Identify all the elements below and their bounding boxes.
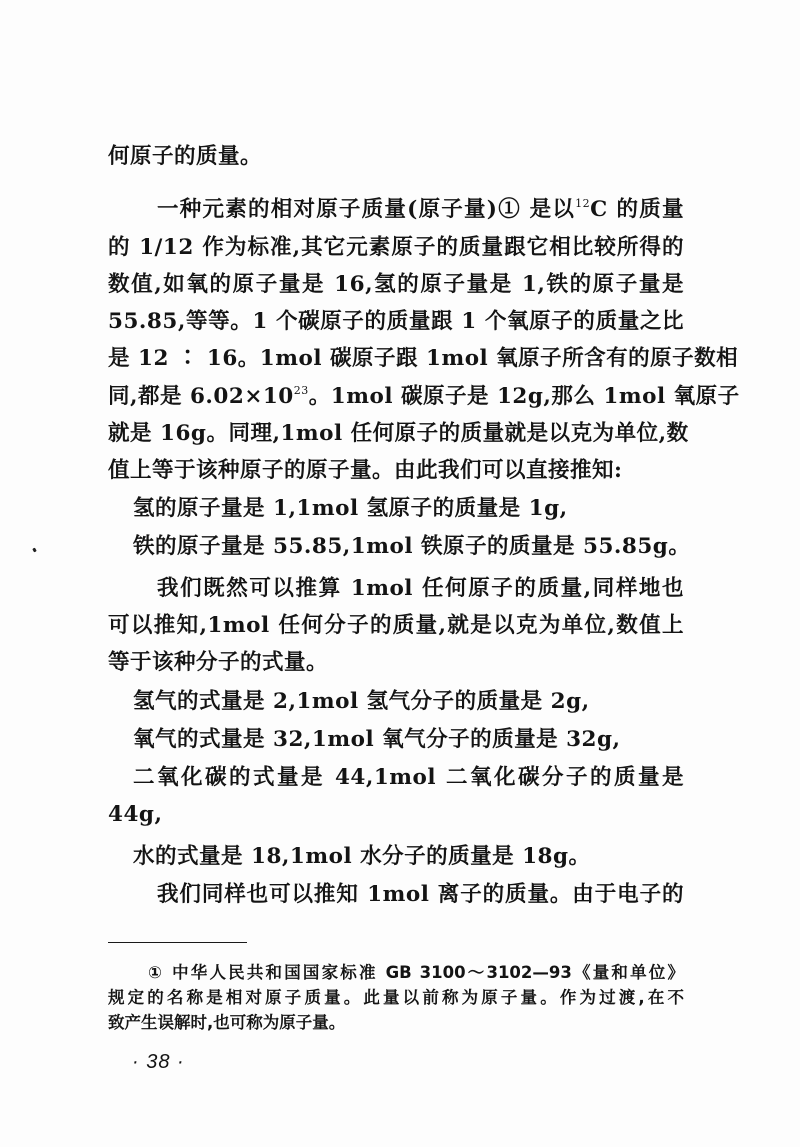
body-line-7-part-b: 。1mol 碳原子是 12g,那么 1mol 氧原子 (308, 384, 740, 409)
body-line-3: 的 1/12 作为标准,其它元素原子的质量跟它相比较所得的 (108, 235, 684, 260)
scan-speck (32, 548, 37, 553)
footnote-line-1: ① 中华人民共和国国家标准 GB 3100～3102—93《量和单位》 (148, 963, 684, 982)
example-iron-atom: 铁的原子量是 55.85,1mol 铁原子的质量是 55.85g。 (133, 534, 691, 559)
body-line-2 (157, 195, 684, 225)
example-hydrogen-atom: 氢的原子量是 1,1mol 氢原子的质量是 1g, (133, 496, 568, 521)
footnote-divider (108, 942, 247, 943)
footnote-line-2: 规定的名称是相对原子质量。此量以前称为原子量。作为过渡,在不 (108, 988, 684, 1007)
body-line-5: 55.85,等等。1 个碳原子的质量跟 1 个氧原子的质量之比 (108, 309, 684, 334)
body-line-6: 是 12 ∶ 16。1mol 碳原子跟 1mol 氧原子所含有的原子数相 (108, 346, 739, 371)
body-line-4: 数值,如氧的原子量是 16,氢的原子量是 1,铁的原子量是 (108, 272, 684, 297)
example-oxygen-gas: 氧气的式量是 32,1mol 氧气分子的质量是 32g, (133, 727, 621, 752)
isotope-superscript: 12 (575, 197, 591, 210)
example-hydrogen-gas: 氢气的式量是 2,1mol 氢气分子的质量是 2g, (133, 689, 590, 714)
body-line-12: 我们既然可以推算 1mol 任何原子的质量,同样地也 (157, 576, 684, 601)
example-water: 水的式量是 18,1mol 水分子的质量是 18g。 (133, 844, 591, 869)
body-line-7-part-a: 同,都是 6.02×10 (108, 384, 294, 409)
body-line-2-part-a: 一种元素的相对原子质量(原子量)① 是以 (157, 197, 576, 222)
footnote-line-3: 致产生误解时,也可称为原子量。 (108, 1013, 346, 1032)
body-line-2-part-b: C 的质量 (590, 197, 684, 222)
example-carbon-dioxide: 二氧化碳的式量是 44,1mol 二氧化碳分子的质量是 (133, 765, 684, 790)
body-line-14: 等于该种分子的式量。 (108, 650, 329, 675)
body-line-8: 就是 16g。同理,1mol 任何原子的质量就是以克为单位,数 (108, 421, 689, 446)
example-carbon-dioxide-cont: 44g, (108, 802, 163, 827)
body-line-9: 值上等于该种原子的原子量。由此我们可以直接推知: (108, 458, 623, 483)
body-line-1: 何原子的质量。 (108, 144, 263, 169)
body-line-7 (108, 382, 740, 412)
exponent-superscript: 23 (293, 384, 309, 397)
body-line-20: 我们同样也可以推知 1mol 离子的质量。由于电子的 (157, 882, 684, 907)
page-number: · 38 · (132, 1051, 185, 1073)
body-line-13: 可以推知,1mol 任何分子的质量,就是以克为单位,数值上 (108, 613, 684, 638)
